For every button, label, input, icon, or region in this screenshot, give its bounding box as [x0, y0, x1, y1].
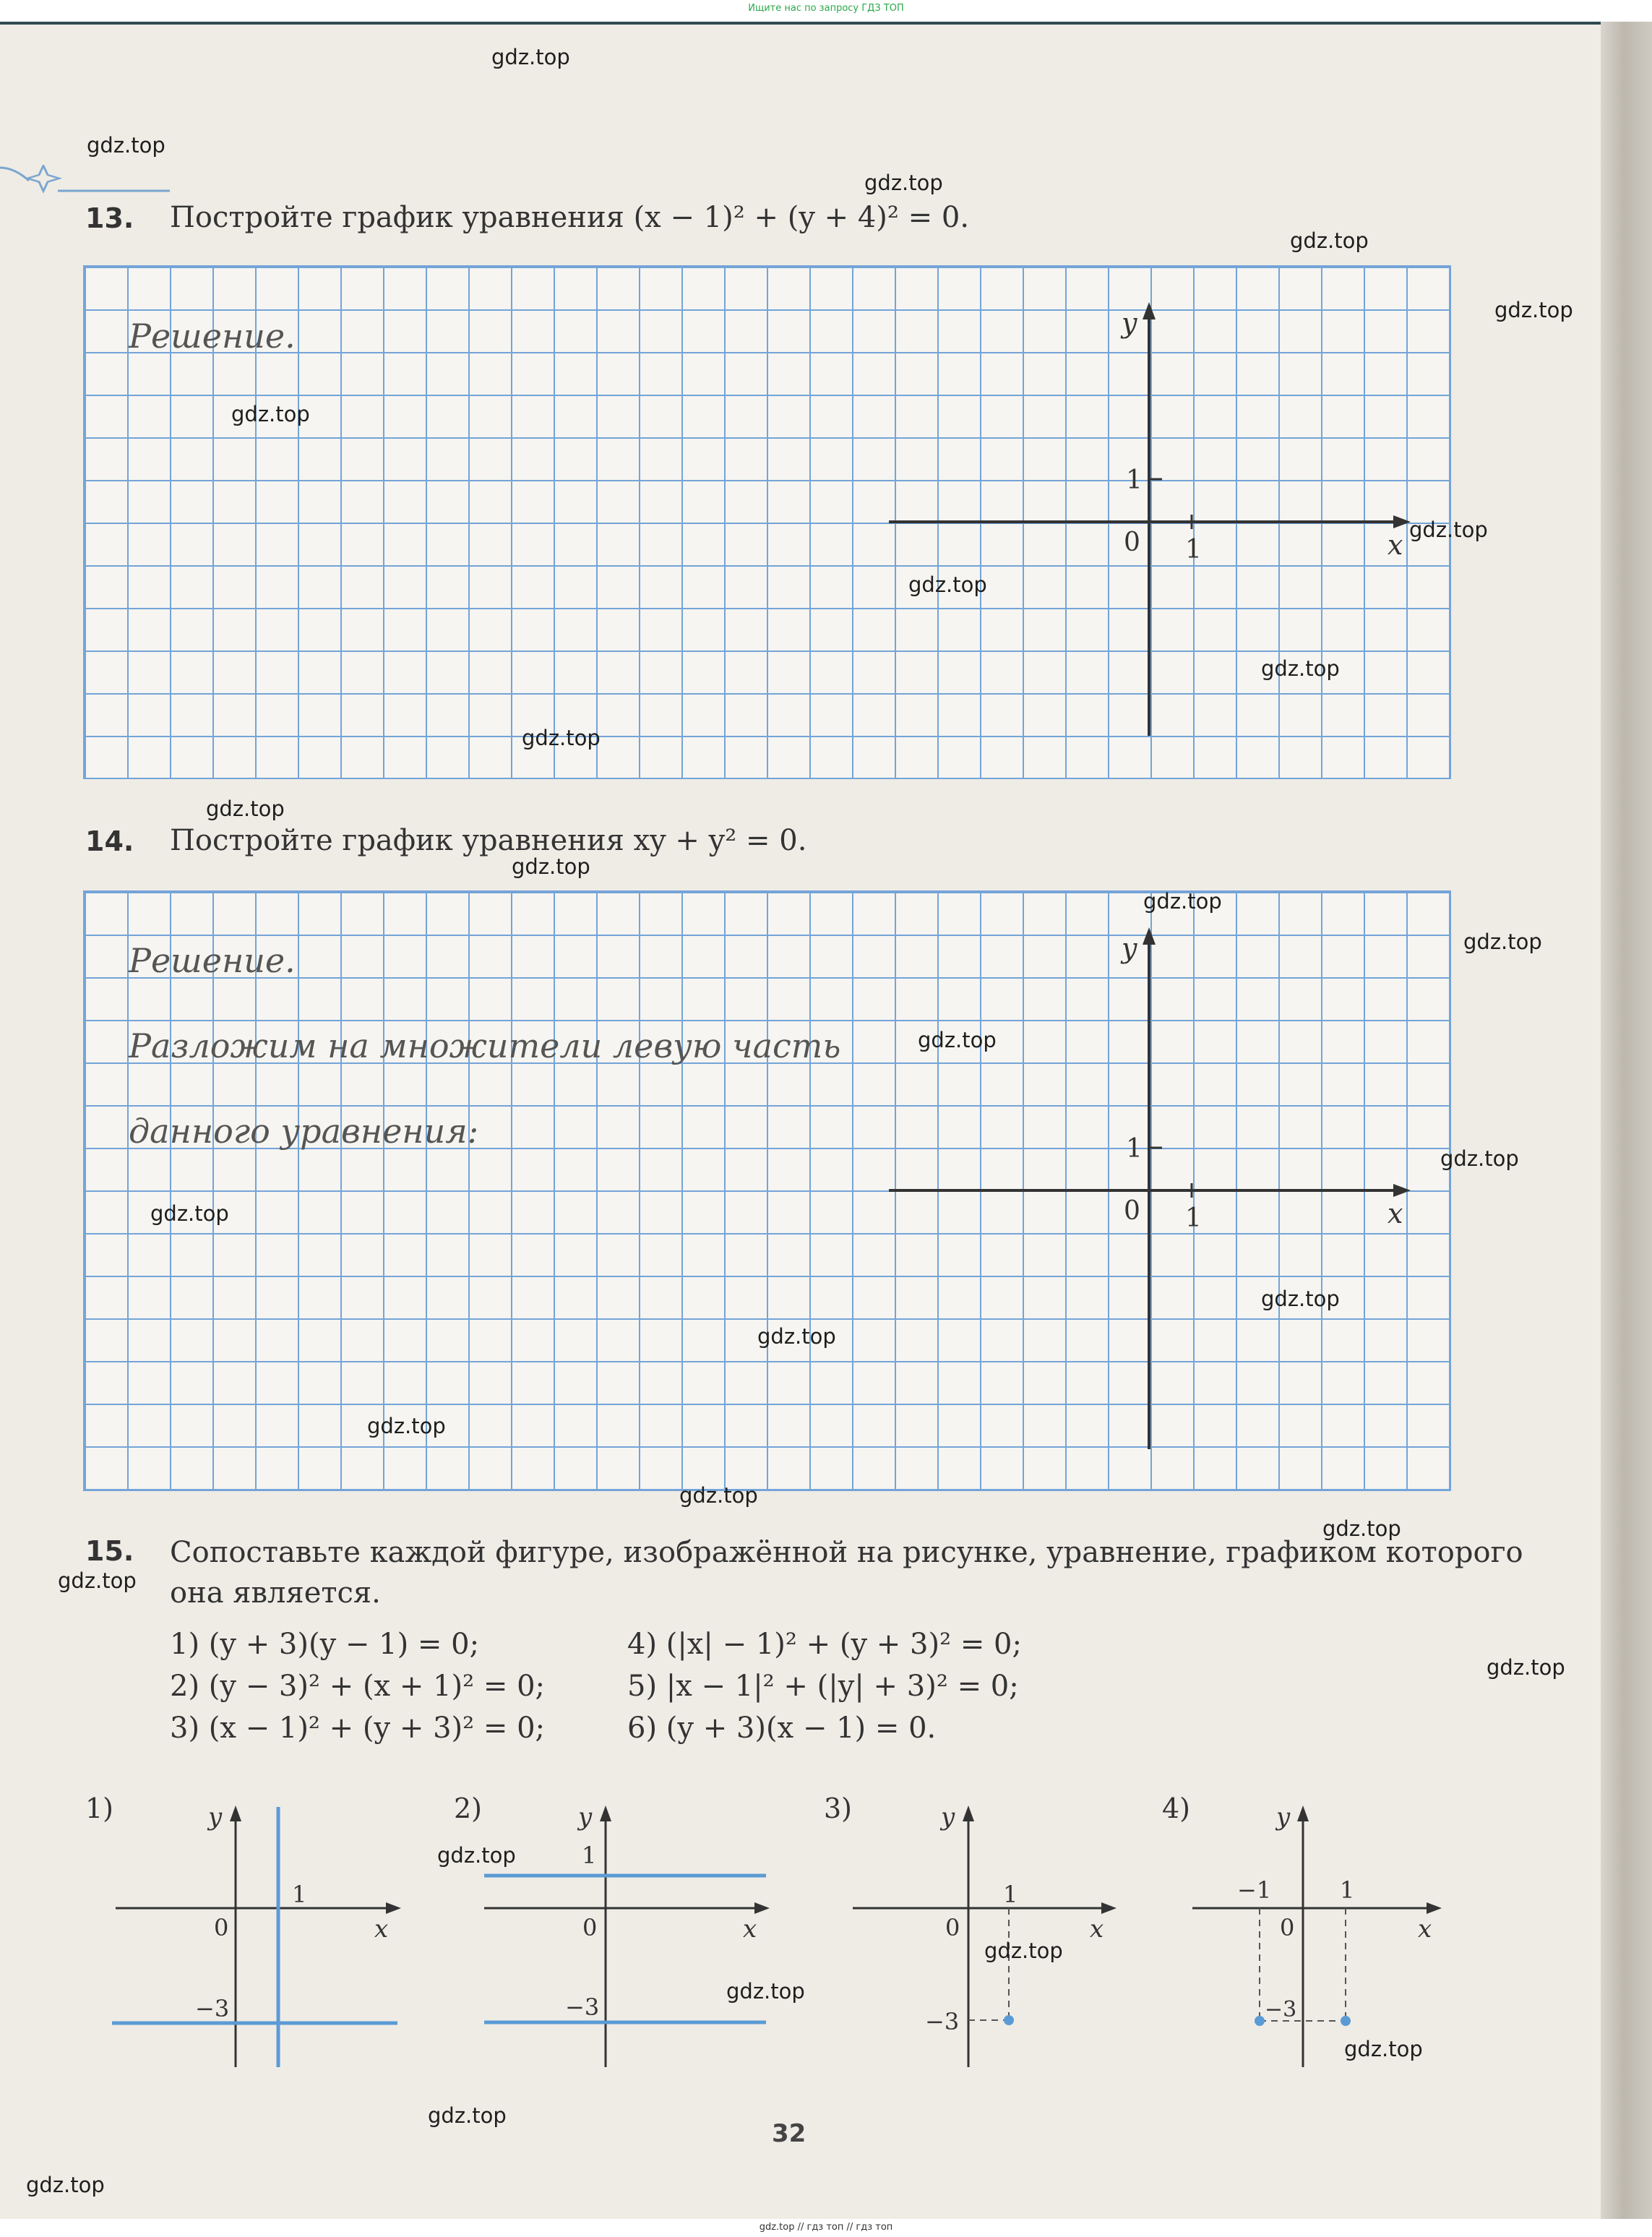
figure-3 — [846, 1800, 1149, 2074]
figure-2 — [477, 1800, 780, 2074]
figure-2-tick-y-top: 1 — [582, 1842, 597, 1869]
watermark: gdz.top — [918, 1028, 997, 1052]
figure-2-origin: 0 — [582, 1914, 598, 1941]
task13-text: Постройте график уравнения (x − 1)² + (y + 4)² = 0. — [170, 201, 970, 234]
figure-4 — [1185, 1800, 1453, 2074]
watermark: gdz.top — [1322, 1516, 1401, 1541]
watermark: gdz.top — [26, 2173, 105, 2197]
figure-1-origin: 0 — [214, 1914, 229, 1941]
watermark: gdz.top — [87, 133, 165, 158]
figure-2-y-label: y — [578, 1803, 593, 1832]
figure-2-tick-y: −3 — [565, 1993, 600, 2021]
task14-axes — [889, 922, 1460, 1456]
book-spine — [1601, 22, 1652, 2219]
figure-1-tick-x: 1 — [292, 1881, 307, 1908]
task14-origin: 0 — [1124, 1196, 1140, 1226]
task14-number: 14. — [85, 825, 134, 857]
figure-1-label: 1) — [85, 1792, 114, 1824]
figure-4-tick-y: −3 — [1265, 1997, 1297, 2022]
watermark: gdz.top — [150, 1201, 229, 1226]
top-banner-text: Ищите нас по запросу ГДЗ ТОП — [748, 3, 904, 14]
figure-1 — [108, 1800, 412, 2074]
figure-3-tick-y: −3 — [925, 2008, 960, 2035]
task15-eq-6: 6) (y + 3)(x − 1) = 0. — [627, 1712, 937, 1745]
task13-x-label: x — [1388, 529, 1403, 561]
task14-solution-line3: данного уравнения: — [129, 1112, 479, 1151]
watermark: gdz.top — [437, 1843, 516, 1868]
watermark: gdz.top — [491, 45, 570, 69]
task15-eq-3: 3) (x − 1)² + (y + 3)² = 0; — [170, 1712, 546, 1745]
task15-eq-2: 2) (y − 3)² + (x + 1)² = 0; — [170, 1670, 546, 1703]
watermark: gdz.top — [864, 171, 943, 195]
watermark: gdz.top — [1344, 2037, 1423, 2061]
task13-y-label: y — [1122, 307, 1137, 339]
task14-tick-x: 1 — [1185, 1203, 1202, 1233]
watermark: gdz.top — [231, 402, 310, 426]
watermark: gdz.top — [1494, 298, 1573, 322]
watermark: gdz.top — [58, 1568, 137, 1593]
ornament-icon — [0, 165, 173, 201]
figure-3-x-label: x — [1090, 1915, 1104, 1944]
watermark: gdz.top — [1261, 656, 1340, 681]
watermark: gdz.top — [1440, 1146, 1519, 1171]
watermark: gdz.top — [1290, 228, 1369, 253]
task13-tick-y: 1 — [1126, 465, 1143, 495]
figure-4-origin: 0 — [1280, 1914, 1295, 1941]
watermark: gdz.top — [367, 1414, 446, 1438]
watermark: gdz.top — [1143, 889, 1222, 914]
watermark: gdz.top — [908, 572, 987, 597]
page-number: 32 — [772, 2119, 806, 2148]
watermark: gdz.top — [679, 1483, 758, 1508]
figure-1-x-label: x — [374, 1915, 389, 1944]
watermark: gdz.top — [512, 854, 590, 879]
figure-1-tick-y: −3 — [195, 1995, 230, 2022]
figure-1-y-label: y — [208, 1803, 223, 1832]
figure-4-x-label: x — [1418, 1915, 1432, 1944]
task14-x-label: x — [1388, 1198, 1403, 1229]
figure-4-label: 4) — [1162, 1792, 1191, 1824]
task13-number: 13. — [85, 202, 134, 234]
figure-3-origin: 0 — [945, 1914, 960, 1941]
figure-3-label: 3) — [824, 1792, 853, 1824]
task14-solution-line2: Разложим на множители левую часть — [129, 1026, 841, 1065]
task14-y-label: y — [1122, 932, 1137, 964]
watermark: gdz.top — [1409, 518, 1488, 542]
task13-tick-x: 1 — [1185, 535, 1202, 564]
watermark: gdz.top — [1463, 929, 1542, 954]
task14-tick-y: 1 — [1126, 1134, 1143, 1164]
watermark: gdz.top — [726, 1979, 805, 2004]
figure-4-y-label: y — [1276, 1803, 1291, 1832]
task13-axes — [889, 296, 1460, 744]
figure-2-label: 2) — [454, 1792, 483, 1824]
task14-solution-label: Решение. — [129, 941, 296, 980]
figure-3-tick-x: 1 — [1003, 1881, 1018, 1908]
figure-4-tick-x: 1 — [1340, 1876, 1355, 1904]
figure-4-tick-x-neg: −1 — [1237, 1876, 1272, 1904]
bottom-banner-text: gdz.top // гдз топ // гдз топ — [759, 2222, 893, 2233]
figure-3-y-label: y — [941, 1803, 955, 1832]
figure-2-x-label: x — [743, 1915, 757, 1944]
task15-number: 15. — [85, 1535, 134, 1567]
task13-origin: 0 — [1124, 528, 1140, 557]
watermark: gdz.top — [757, 1324, 836, 1349]
task15-text: Сопоставьте каждой фигуре, изображённой на рисунке, уравнение, графиком которого она является. — [170, 1536, 1523, 1610]
watermark: gdz.top — [522, 726, 601, 750]
watermark: gdz.top — [1487, 1655, 1565, 1680]
watermark: gdz.top — [1261, 1287, 1340, 1311]
watermark: gdz.top — [428, 2103, 507, 2128]
task13-solution-label: Решение. — [129, 317, 296, 356]
task14-text: Постройте график уравнения xy + y² = 0. — [170, 824, 807, 857]
watermark: gdz.top — [984, 1938, 1063, 1963]
task15-eq-5: 5) |x − 1|² + (|y| + 3)² = 0; — [627, 1670, 1019, 1703]
watermark: gdz.top — [206, 797, 285, 821]
task15-eq-4: 4) (|x| − 1)² + (y + 3)² = 0; — [627, 1628, 1022, 1661]
task15-eq-1: 1) (y + 3)(y − 1) = 0; — [170, 1628, 480, 1661]
